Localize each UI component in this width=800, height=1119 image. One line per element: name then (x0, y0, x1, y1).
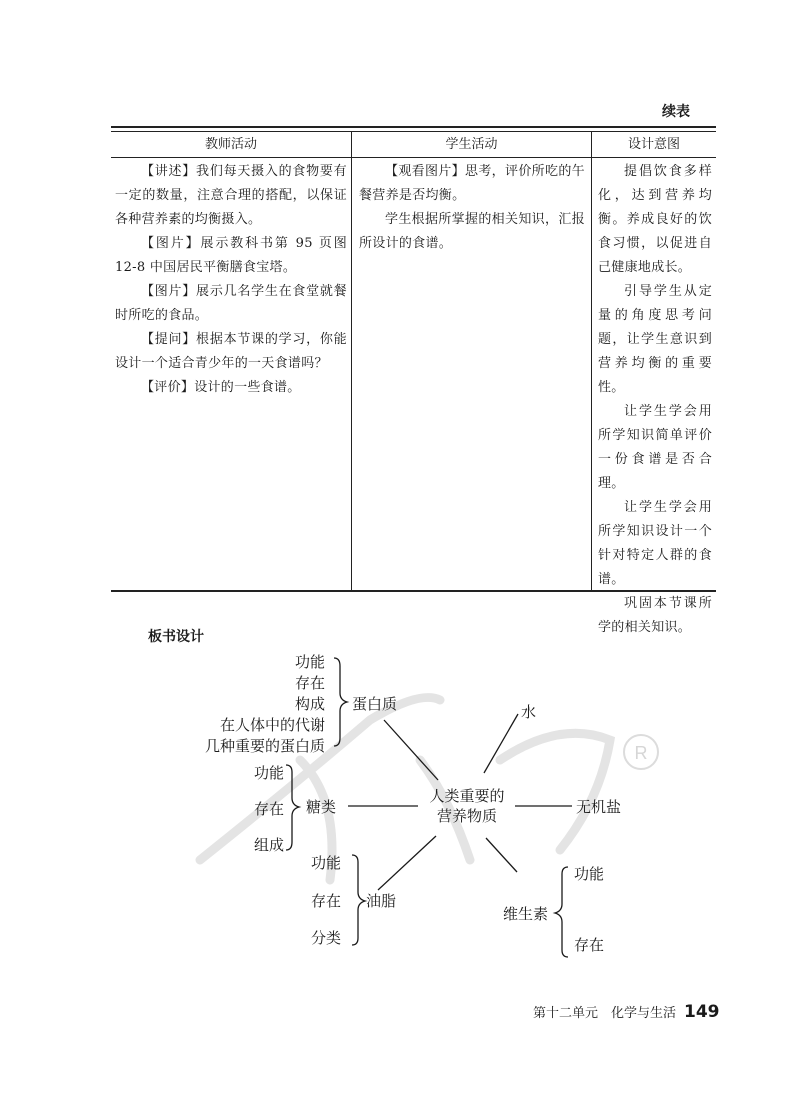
protein-item: 几种重要的蛋白质 (204, 737, 325, 755)
sugar-item: 存在 (254, 800, 285, 818)
vitamin-item: 存在 (574, 936, 605, 954)
center-node-line1: 人类重要的 (429, 787, 505, 805)
node-vitamin: 维生素 (503, 905, 549, 923)
teacher-activity-paragraph: 【图片】展示教科书第 95 页图 12-8 中国居民平衡膳食宝塔。 (115, 236, 347, 275)
sugar-item: 功能 (254, 764, 285, 782)
design-intent-paragraph: 让学生学会用所学知识简单评价一份食谱是否合理。 (598, 404, 712, 491)
student-activity-paragraph: 【观看图片】思考，评价所吃的午餐营养是否均衡。 (359, 164, 585, 203)
board-design-title: 板书设计 (148, 629, 204, 645)
protein-item: 功能 (294, 653, 325, 671)
svg-text:R: R (634, 743, 648, 763)
node-sugar: 糖类 (306, 798, 337, 816)
spoke-protein (384, 720, 438, 780)
page-footer (533, 1002, 720, 1022)
header-teacher-activity: 教师活动 (204, 137, 257, 152)
node-water: 水 (521, 703, 537, 721)
unit-title: 第十二单元 化学与生活 (533, 1006, 677, 1021)
brace-sugar (286, 765, 299, 850)
protein-item: 构成 (294, 695, 325, 713)
continued-label: 续表 (662, 104, 690, 120)
student-activity-paragraph: 学生根据所掌握的相关知识，汇报所设计的食谱。 (359, 212, 585, 251)
teacher-activity-paragraph: 【提问】根据本节课的学习，你能设计一个适合青少年的一天食谱吗？ (115, 332, 347, 371)
spoke-fat (378, 836, 436, 890)
teacher-activity-paragraph: 【评价】设计的一些食谱。 (141, 380, 301, 395)
design-intent-paragraph: 提倡饮食多样化，达到营养均衡。养成良好的饮食习惯，以促进自己健康地成长。 (598, 164, 712, 275)
header-design-intent: 设计意图 (627, 137, 680, 152)
sugar-item: 组成 (254, 836, 285, 854)
fat-item: 分类 (311, 929, 342, 947)
fat-item: 功能 (311, 854, 342, 872)
brace-fat (352, 855, 365, 945)
spoke-water (484, 714, 518, 773)
node-mineral-salt: 无机盐 (576, 798, 622, 816)
protein-item: 存在 (294, 674, 325, 692)
design-intent-paragraph: 引导学生从定量的角度思考问题，让学生意识到营养均衡的重要性。 (598, 284, 712, 395)
node-protein: 蛋白质 (352, 695, 398, 713)
center-node-line2: 营养物质 (436, 807, 497, 825)
fat-item: 存在 (311, 892, 342, 910)
brace-vitamin (555, 867, 568, 957)
header-student-activity: 学生活动 (445, 137, 498, 152)
brace-protein (334, 658, 347, 746)
design-intent-paragraph: 让学生学会用所学知识设计一个针对特定人群的食谱。 (598, 500, 712, 587)
page-number: 149 (684, 1002, 720, 1022)
design-intent-paragraph: 巩固本节课所学的相关知识。 (598, 596, 712, 635)
node-fat: 油脂 (366, 892, 397, 910)
teacher-activity-paragraph: 【图片】展示几名学生在食堂就餐时所吃的食品。 (115, 284, 347, 323)
teacher-activity-paragraph: 【讲述】我们每天摄入的食物要有一定的数量，注意合理的搭配，以保证各种营养素的均衡摄入。 (115, 164, 347, 227)
protein-item: 在人体中的代谢 (219, 716, 325, 734)
spoke-vitamin (486, 838, 517, 872)
vitamin-item: 功能 (574, 865, 605, 883)
